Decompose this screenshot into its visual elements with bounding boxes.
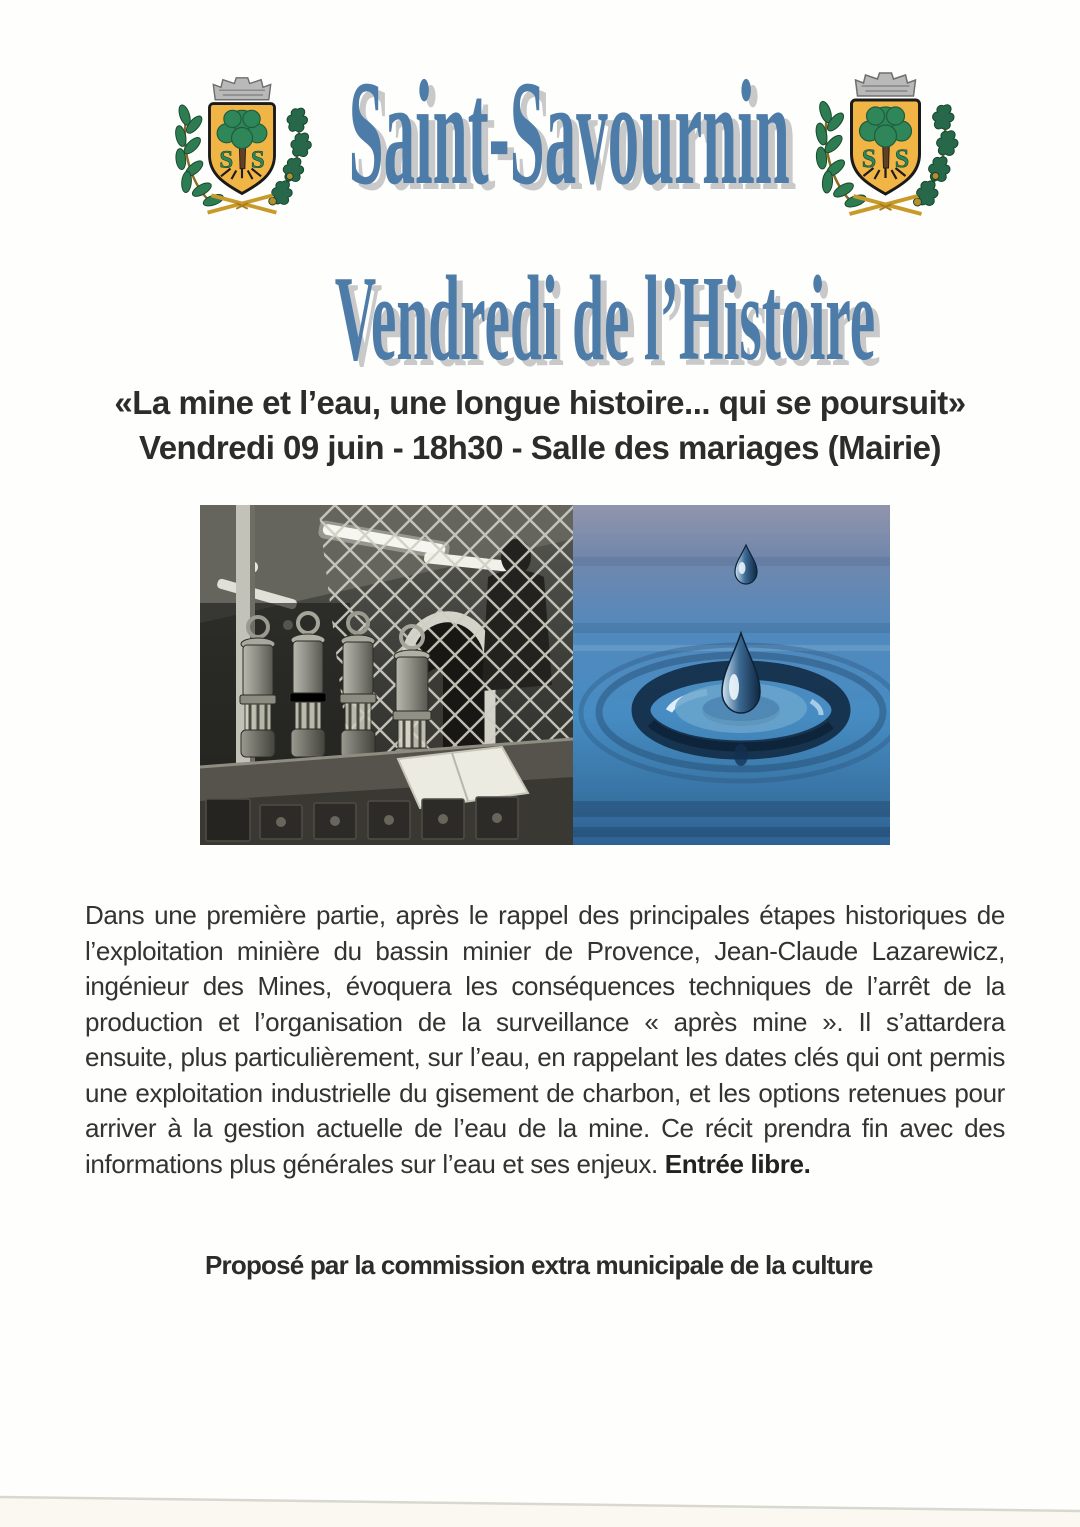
photo-strip	[200, 505, 890, 845]
series-title	[30, 251, 1080, 386]
body-paragraph-emphasis: Entrée libre.	[664, 1148, 811, 1179]
series-title-text: Vendredi de l’Histoire	[334, 251, 876, 386]
event-title: «La mine et l’eau, une longue histoire... qui se poursuit»	[114, 384, 966, 421]
event-schedule: Vendredi 09 juin - 18h30 - Salle des mariages (Mairie)	[139, 429, 941, 466]
town-title	[44, 50, 1080, 216]
water-drop-photo	[573, 505, 890, 845]
mine-lamps-photo	[200, 505, 573, 845]
paper-edge	[0, 1490, 1080, 1527]
body-paragraph-text: Dans une première partie, après le rappel des principales étapes historiques de l’exploitation minière du bassin minier de Provence, Jean-Claude Lazarewicz, ingénieur des Mines, évoquera les conséquences techniques de l’arrêt de la production et l’organisation de la surveillance « après mine ». Il s’attardera ensuite, plus particulièrement, sur l’eau, en rappelant les dates clés qui ont permis une exploitation industrielle du gisement de charbon, et les options retenues pour arriver à la gestion actuelle de l’eau de la mine. Ce récit prendra fin avec des informations plus générales sur l’eau et ses enjeux.	[85, 900, 1005, 1179]
footer-credit: Proposé par la commission extra municipale de la culture	[205, 1250, 873, 1280]
town-title-text: Saint-Savournin	[348, 50, 790, 216]
body-paragraph	[85, 898, 1005, 1182]
crest-monogram: S S	[219, 146, 265, 174]
